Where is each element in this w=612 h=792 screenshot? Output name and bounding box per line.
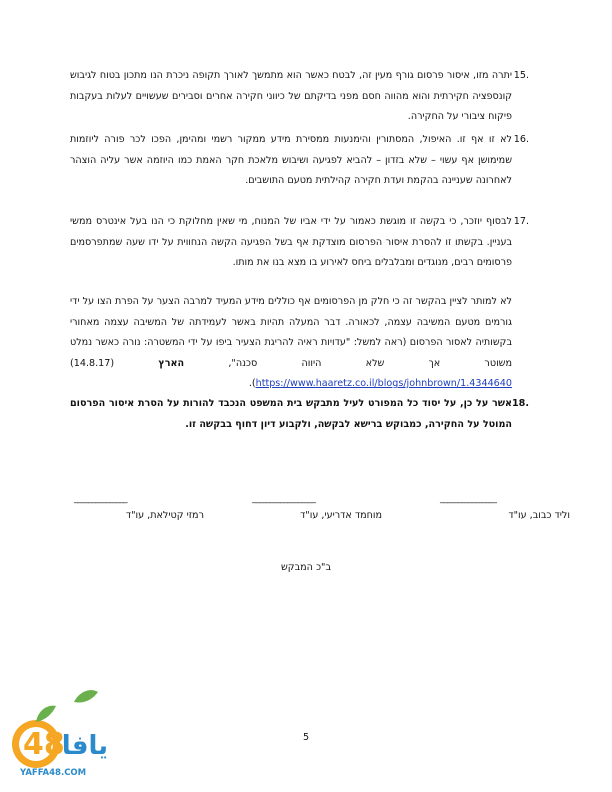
paragraph-text [70,292,512,395]
paragraph-16 [70,130,529,192]
paragraph-tail: ). [248,378,256,389]
paragraph-17 [70,212,529,274]
logo-number: 48 [23,727,65,762]
paragraph-15 [70,66,529,128]
article-date: (14.8.17) [70,357,159,369]
paragraph-number: 18. [512,398,529,409]
signature-line: _______________ [74,494,127,504]
paragraph-text: אשר על כן, על יסוד כל המפורט לעיל מתבקש בית המשפט הנכבד להורות על הסרת איסור הפרסום המוטל על החקירה, כמבוקש ברישא לבקשה, ולקבוע דיון דחוף בבקשה זו. [70,398,512,430]
paragraph-17-continued [70,292,512,395]
logo-url: YAFFA48.COM [20,768,87,778]
signature-block-3 [74,494,204,521]
leaf-icon [36,706,56,722]
signature-block-1 [440,494,570,521]
paragraph-text-part: לא למותר לציין בהקשר זה כי חלק מן הפרסומים אף כוללים מידע המעיד למרבה הצער על הפרת הצו על ידי גורמים מטעם המשיבה עצמה, לכאורה. דבר המעלה תהיות באשר לעמידתה של המשיבה עצמה מאחורי בקשותיה לאסור הפרסום (ראה למשל: "עדויות ראיה להריגת הצעיר ביפו על ידי המשטרה: נורה כאשר נמלט משוטר אך שלא היווה סכנה", [70,296,512,369]
article-link[interactable]: https://www.haaretz.co.il/blogs/johnbrown/1.4344640 [255,378,512,389]
signatory-name: רמזי קטילאת, עו"ד [125,510,204,521]
signatory-name: וליד כבוב, עו"ד [508,510,570,521]
signatory-name: מוחמד אדריעי, עו"ד [300,510,382,521]
paragraph-text: יתרה מזו, איסור פרסום גורף מעין זה, לבטח כאשר הוא מתמשך לאורך תקופה ניכרת הנו מתכון בטוח לגיבוש קונספציה חקירתית והוא מהווה חסם מפני בדיקתם של כיווני חקירה אחרים וסבירים שעשויים לעלות בעקבות פיקוח ציבורי על החקירה. [70,70,512,122]
page-number: 5 [302,732,310,743]
closing-title: ב"כ המבקש [280,562,332,573]
signature-line: ________________ [440,494,496,504]
paragraph-18 [70,394,529,435]
paragraph-text: לא זו אף זו. האיפול, המסתורין והימנעות ממסירת מידע ממקור רשמי ומהימן, הפכו לכר פורה ליוזמות שמימושן אף עשוי – שלא בזדון – להביא לפגיעה ושיבוש מלאכת חקר האמת כמו היוזמה אשר עליה הוצהר לאחרונה שעניינה בהקמת ועדת חקירה קהילתית מטעם התושבים. [70,134,512,186]
leaf-icon [74,690,98,702]
paragraph-text: לבסוף יוזכר, כי בקשה זו מוגשת כאמור על ידי אביו של המנוח, מי שאין מחלוקת כי הנו בעל אינטרס ממשי בעניין. בקשתו זו להסרת איסור הפרסום מוצדקת אף בשל הפגיעה הקשה הנחווית על ידו שעה שמתפרסמים פרסומים רבים, מנוגדים ומבלבלים ביחס לאירוע בו מצא בנו את מותו. [70,216,512,268]
logo-arabic-text: يافا [61,731,108,761]
signature-block-2 [252,494,382,521]
signature-line: __________________ [252,494,315,504]
paragraph-number: 15. [513,70,529,81]
newspaper-name: הארץ [158,357,185,369]
paragraph-number: 17. [513,216,529,227]
paragraph-number: 16. [513,134,529,145]
